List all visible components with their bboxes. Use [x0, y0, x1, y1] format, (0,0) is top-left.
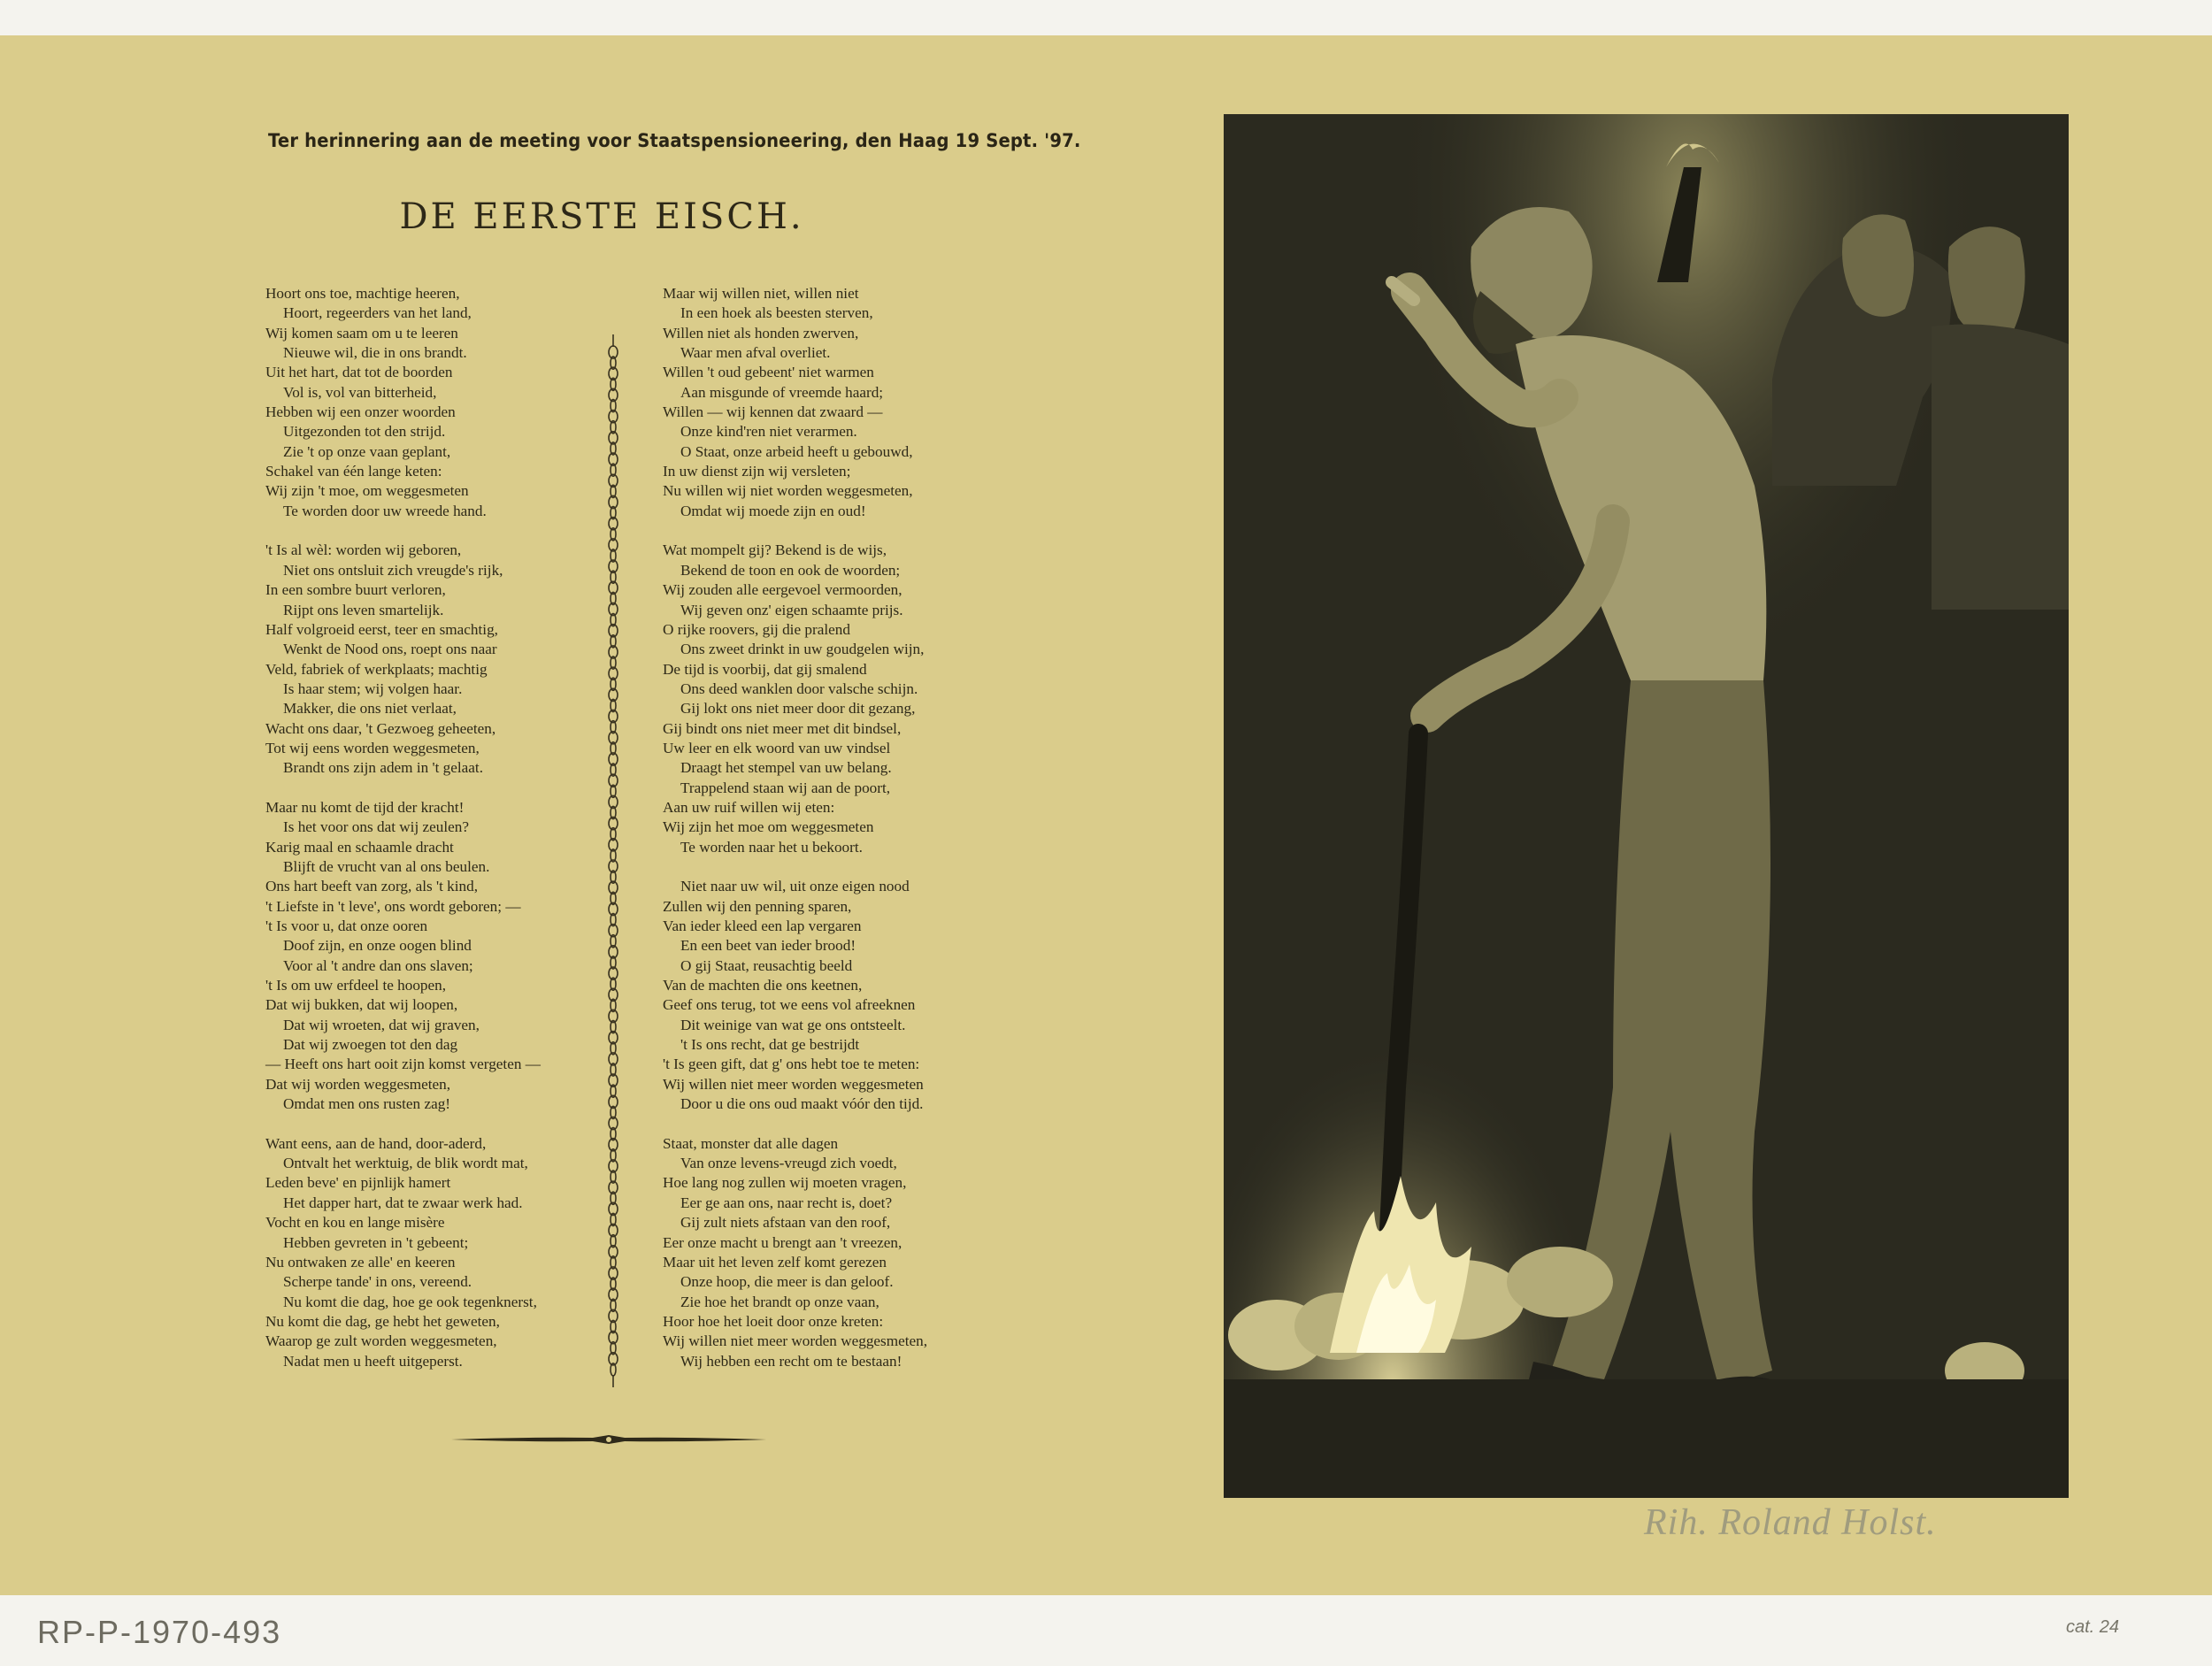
poem-line: Dat wij wroeten, dat wij graven,: [283, 1016, 480, 1033]
poem-line: Zie 't op onze vaan geplant,: [283, 442, 451, 460]
poem-line: Door u die ons oud maakt vóór den tijd.: [680, 1095, 924, 1113]
poem-line: Eer onze macht u brengt aan 't vreezen,: [663, 1233, 902, 1251]
poem-line: In een hoek als beesten sterven,: [680, 304, 873, 322]
poem-line: Aan misgunde of vreemde haard;: [680, 383, 884, 401]
poem-line: Wij zouden alle eergevoel vermoorden,: [663, 581, 902, 599]
poem-line: Ons zweet drinkt in uw goudgelen wijn,: [680, 641, 925, 658]
dedication-heading: Ter herinnering aan de meeting voor Staatspensioneering, den Haag 19 Sept. '97.: [268, 130, 1081, 151]
poem-column-right: [663, 284, 955, 1371]
poem-line: Dat wij worden weggesmeten,: [265, 1075, 451, 1093]
poem-line: Nu komt die dag, ge hebt het geweten,: [265, 1312, 500, 1330]
poem-line: Wat mompelt gij? Bekend is de wijs,: [663, 541, 887, 559]
poem-line: Brandt ons zijn adem in 't gelaat.: [283, 759, 483, 777]
poem-line: Eer ge aan ons, naar recht is, doet?: [680, 1194, 893, 1211]
poem-line: Zie hoe het brandt op onze vaan,: [680, 1293, 879, 1310]
poem-line: Uitgezonden tot den strijd.: [283, 423, 446, 441]
poem-line: Gij zult niets afstaan van den roof,: [680, 1214, 891, 1232]
chain-divider: [603, 334, 624, 1387]
poem-line: Te worden door uw wreede hand.: [283, 502, 487, 519]
poem-line: Geef ons terug, tot we eens vol afreeknen: [663, 996, 916, 1014]
poem-line: Waar men afval overliet.: [680, 344, 831, 362]
poem-line: Niet naar uw wil, uit onze eigen nood: [680, 878, 910, 895]
poem-line: Hebben wij een onzer woorden: [265, 403, 456, 421]
lithograph-illustration: [1224, 114, 2069, 1498]
poem-line: Willen niet als honden zwerven,: [663, 324, 859, 342]
catalog-note: cat. 24: [2066, 1617, 2120, 1637]
poem-line: Makker, die ons niet verlaat,: [283, 700, 457, 718]
poem-line: Wij hebben een recht om te bestaan!: [680, 1352, 902, 1370]
poem-line: Blijft de vrucht van al ons beulen.: [283, 857, 490, 875]
poem-line: Karig maal en schaamle dracht: [265, 838, 454, 856]
poem-line: Wij willen niet meer worden weggesmeten: [663, 1075, 924, 1093]
poem-line: En een beet van ieder brood!: [680, 937, 856, 955]
poem-line: Onze kind'ren niet verarmen.: [680, 423, 857, 441]
poem-line: 't Is ons recht, dat ge bestrijdt: [680, 1036, 860, 1054]
poem-line: Willen 't oud gebeent' niet warmen: [663, 364, 874, 381]
poem-line: Onze hoop, die meer is dan geloof.: [680, 1273, 894, 1291]
poem-line: Half volgroeid eerst, teer en smachtig,: [265, 620, 498, 638]
poem-line: Ontvalt het werktuig, de blik wordt mat,: [283, 1155, 528, 1172]
poem-line: Omdat men ons rusten zag!: [283, 1095, 451, 1113]
stanza-gap: [663, 521, 955, 541]
poem-line: 't Is voor u, dat onze ooren: [265, 917, 428, 934]
poem-line: Tot wij eens worden weggesmeten,: [265, 739, 480, 756]
poem-line: Van de machten die ons keetnen,: [663, 977, 863, 994]
poem-line: Wij komen saam om u te leeren: [265, 324, 458, 342]
poem-line: 't Liefste in 't leve', ons wordt geboren; —: [265, 897, 521, 915]
poem-line: Wenkt de Nood ons, roept ons naar: [283, 641, 497, 658]
stanza-gap: [265, 1114, 557, 1133]
poem-line: Ons hart beeft van zorg, als 't kind,: [265, 878, 479, 895]
poem-line: Wij zijn 't moe, om weggesmeten: [265, 482, 469, 500]
poem-line: Nadat men u heeft uitgeperst.: [283, 1352, 463, 1370]
poem-line: Trappelend staan wij aan de poort,: [680, 779, 891, 796]
poem-line: Uit het hart, dat tot de boorden: [265, 364, 453, 381]
poem-line: Draagt het stempel van uw belang.: [680, 759, 892, 777]
poem-line: Wij willen niet meer worden weggesmeten,: [663, 1332, 928, 1350]
poem-line: Veld, fabriek of werkplaats; machtig: [265, 660, 488, 678]
poem-line: 't Is al wèl: worden wij geboren,: [265, 541, 462, 559]
poem-line: O Staat, onze arbeid heeft u gebouwd,: [680, 442, 913, 460]
stanza-gap: [265, 521, 557, 541]
poem-line: In een sombre buurt verloren,: [265, 581, 446, 599]
artist-signature: Rih. Roland Holst.: [1644, 1502, 1937, 1543]
poem-title: DE EERSTE EISCH.: [399, 196, 804, 237]
poem-line: Hoor hoe het loeit door onze kreten:: [663, 1312, 884, 1330]
poem-line: Nieuwe wil, die in ons brandt.: [283, 344, 467, 362]
poem-line: Leden beve' en pijnlijk hamert: [265, 1174, 451, 1192]
poem-line: Wij geven onz' eigen schaamte prijs.: [680, 601, 903, 618]
poem-line: Hebben gevreten in 't gebeent;: [283, 1233, 469, 1251]
poem-line: Rijpt ons leven smartelijk.: [283, 601, 444, 618]
poem-line: Is haar stem; wij volgen haar.: [283, 679, 463, 697]
poem-line: Vocht en kou en lange misère: [265, 1214, 445, 1232]
poem-line: Doof zijn, en onze oogen blind: [283, 937, 472, 955]
poem-line: — Heeft ons hart ooit zijn komst vergeten —: [265, 1056, 541, 1073]
poem-line: Dat wij zwoegen tot den dag: [283, 1036, 458, 1054]
poem-line: O gij Staat, reusachtig beeld: [680, 956, 853, 974]
poem-line: Maar nu komt de tijd der kracht!: [265, 798, 465, 816]
poem-line: Het dapper hart, dat te zwaar werk had.: [283, 1194, 523, 1211]
poem-line: Staat, monster dat alle dagen: [663, 1134, 839, 1152]
poem-line: Wacht ons daar, 't Gezwoeg geheeten,: [265, 719, 496, 737]
poem-line: Hoort, regeerders van het land,: [283, 304, 472, 322]
poem-line: O rijke roovers, gij die pralend: [663, 620, 850, 638]
poem-line: Hoe lang nog zullen wij moeten vragen,: [663, 1174, 907, 1192]
poem-line: Maar wij willen niet, willen niet: [663, 285, 859, 302]
poem-line: Wij zijn het moe om weggesmeten: [663, 818, 874, 836]
poem-line: Te worden naar het u bekoort.: [680, 838, 863, 856]
poem-line: Want eens, aan de hand, door-aderd,: [265, 1134, 487, 1152]
poem-line: Nu ontwaken ze alle' en keeren: [265, 1253, 456, 1271]
poem-line: Aan uw ruif willen wij eten:: [663, 798, 835, 816]
poem-line: Bekend de toon en ook de woorden;: [680, 561, 901, 579]
stanza-gap: [265, 779, 557, 798]
poem-column-left: [265, 284, 557, 1371]
poem-line: Dit weinige van wat ge ons ontsteelt.: [680, 1016, 906, 1033]
poem-line: Gij lokt ons niet meer door dit gezang,: [680, 700, 916, 718]
poem-line: Niet ons ontsluit zich vreugde's rijk,: [283, 561, 503, 579]
poem-line: 't Is om uw erfdeel te hoopen,: [265, 977, 447, 994]
poem-line: Schakel van één lange keten:: [265, 463, 442, 480]
poem-line: Voor al 't andre dan ons slaven;: [283, 956, 473, 974]
ornamental-rule: [451, 1433, 766, 1446]
stanza-gap: [663, 857, 955, 877]
poem-line: Maar uit het leven zelf komt gerezen: [663, 1253, 887, 1271]
inventory-number: RP-P-1970-493: [37, 1614, 282, 1650]
poem-line: De tijd is voorbij, dat gij smalend: [663, 660, 867, 678]
poem-line: Van ieder kleed een lap vergaren: [663, 917, 862, 934]
poem-line: Nu komt die dag, hoe ge ook tegenknerst,: [283, 1293, 537, 1310]
stanza-gap: [663, 1114, 955, 1133]
poem-line: Ons deed wanklen door valsche schijn.: [680, 679, 918, 697]
poem-line: Is het voor ons dat wij zeulen?: [283, 818, 470, 836]
poem-line: 't Is geen gift, dat g' ons hebt toe te meten:: [663, 1056, 920, 1073]
poem-line: Nu willen wij niet worden weggesmeten,: [663, 482, 913, 500]
poem-line: Vol is, vol van bitterheid,: [283, 383, 437, 401]
poem-line: Zullen wij den penning sparen,: [663, 897, 852, 915]
poem-line: Uw leer en elk woord van uw vindsel: [663, 739, 891, 756]
poem-line: Dat wij bukken, dat wij loopen,: [265, 996, 458, 1014]
poem-line: Gij bindt ons niet meer met dit bindsel,: [663, 719, 902, 737]
poem-line: Scherpe tande' in ons, vereend.: [283, 1273, 472, 1291]
poem-line: Hoort ons toe, machtige heeren,: [265, 285, 460, 302]
poem-line: Willen — wij kennen dat zwaard —: [663, 403, 883, 421]
poem-line: Omdat wij moede zijn en oud!: [680, 502, 866, 519]
poem-line: Van onze levens-vreugd zich voedt,: [680, 1155, 897, 1172]
poem-line: In uw dienst zijn wij versleten;: [663, 463, 851, 480]
poem-line: Waarop ge zult worden weggesmeten,: [265, 1332, 497, 1350]
